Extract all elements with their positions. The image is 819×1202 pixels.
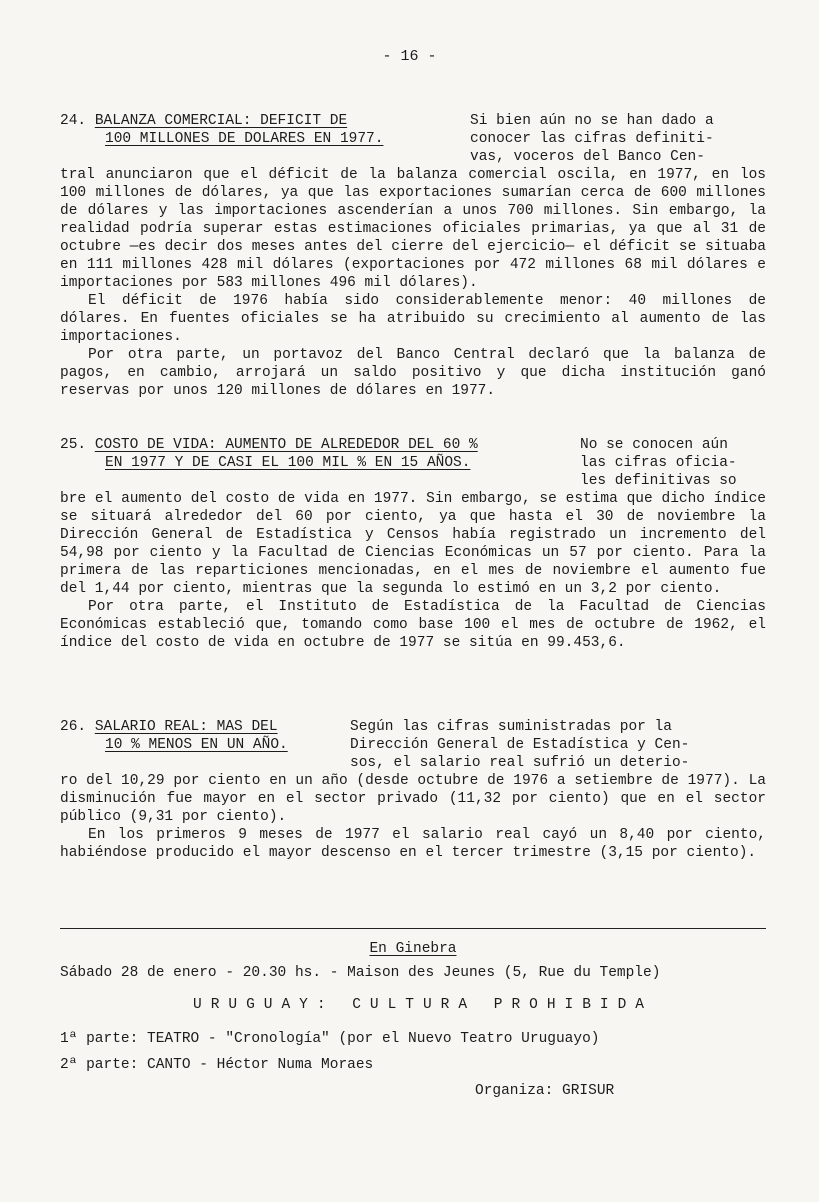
paragraph: En los primeros 9 meses de 1977 el salario real cayó un 8,40 por ciento, habiéndose producido el mayor descenso en el tercer trimestre (3,15 por ciento). bbox=[60, 827, 766, 861]
section-25-side-text bbox=[580, 436, 766, 490]
side-line: Dirección General de Estadística y Cen- bbox=[350, 737, 690, 753]
section-26-side-text bbox=[350, 718, 766, 772]
event-part-1 bbox=[60, 1026, 766, 1052]
page-number: - 16 - bbox=[382, 48, 437, 65]
ordinal: 2ª bbox=[60, 1057, 78, 1073]
side-line: las cifras oficia- bbox=[580, 455, 737, 471]
side-line: No se conocen aún bbox=[580, 437, 728, 453]
title-line: 100 MILLONES DE DOLARES EN 1977. bbox=[105, 131, 384, 147]
side-line: Según las cifras suministradas por la bbox=[350, 719, 672, 735]
section-24-side-text bbox=[470, 112, 766, 166]
event-part-2 bbox=[60, 1052, 766, 1078]
section-24 bbox=[60, 112, 766, 400]
section-25 bbox=[60, 436, 766, 652]
ordinal: 1ª bbox=[60, 1031, 78, 1047]
part-text: parte: TEATRO - "Cronología" (por el Nuevo Teatro Uruguayo) bbox=[86, 1031, 600, 1047]
part-text: parte: CANTO - Héctor Numa Moraes bbox=[86, 1057, 374, 1073]
section-number: 26. bbox=[60, 719, 87, 735]
event-place: En Ginebra bbox=[369, 941, 457, 957]
section-24-title bbox=[60, 112, 470, 166]
side-line: vas, voceros del Banco Cen- bbox=[470, 149, 705, 165]
paragraph: Por otra parte, un portavoz del Banco Central declaró que la balanza de pagos, en cambio, arrojará un saldo positivo y que dicha institución ganó reservas por unos 120 millones de dólares en 1977. bbox=[60, 347, 766, 399]
paragraph: bre el aumento del costo de vida en 1977. Sin embargo, se estima que dicho índice se situará alrededor del 60 por ciento, ya que hasta el 30 de noviembre la Dirección General de Estadística y Censos había registrado un incremento del 54,98 por ciento y la Facultad de Ciencias Económicas un 57 por ciento. Para la primera de las reparticiones mencionadas, en el mes de noviembre el aumento fue del 1,44 por ciento, mientras que la segunda lo estimó en un 3,2 por ciento. bbox=[60, 491, 766, 597]
title-line: COSTO DE VIDA: AUMENTO DE ALREDEDOR DEL 60 % bbox=[94, 437, 478, 453]
section-26 bbox=[60, 718, 766, 862]
event-notice bbox=[60, 938, 766, 1104]
paragraph: tral anunciaron que el déficit de la balanza comercial oscila, en 1977, en los 100 millones de dólares, ya que las exportaciones sumarían cerca de 600 millones de dólares y las importaciones ascenderían a unos 700 millones. Sin embargo, la realidad podría superar estas estimaciones oficiales primarias, ya que al 31 de octubre —es decir dos meses antes del cierre del ejercicio— el déficit se situaba en 111 millones 428 mil dólares (exportaciones por 472 millones 68 mil dólares e importaciones por 583 millones 496 mil dólares). bbox=[60, 167, 766, 291]
paragraph: ro del 10,29 por ciento en un año (desde octubre de 1976 a setiembre de 1977). La disminución fue mayor en el sector privado (11,32 por ciento) que en el sector público (9,31 por ciento). bbox=[60, 773, 766, 825]
event-organizer: Organiza: GRISUR bbox=[475, 1083, 615, 1099]
section-25-title bbox=[60, 436, 580, 490]
side-line: Si bien aún no se han dado a bbox=[470, 113, 714, 129]
side-line: les definitivas so bbox=[580, 473, 737, 489]
title-line: EN 1977 Y DE CASI EL 100 MIL % EN 15 AÑOS. bbox=[105, 455, 471, 471]
event-title: URUGUAY: CULTURA PROHIBIDA bbox=[193, 997, 653, 1013]
section-number: 24. bbox=[60, 113, 87, 129]
title-line: BALANZA COMERCIAL: DEFICIT DE bbox=[94, 113, 348, 129]
section-26-title bbox=[60, 718, 350, 772]
event-date-line: Sábado 28 de enero - 20.30 hs. - Maison des Jeunes (5, Rue du Temple) bbox=[60, 965, 661, 981]
title-line: 10 % MENOS EN UN AÑO. bbox=[105, 737, 288, 753]
title-line: SALARIO REAL: MAS DEL bbox=[94, 719, 278, 735]
divider-line bbox=[60, 928, 766, 929]
section-number: 25. bbox=[60, 437, 87, 453]
side-line: sos, el salario real sufrió un deterio- bbox=[350, 755, 690, 771]
section-26-body bbox=[60, 772, 766, 862]
paragraph: Por otra parte, el Instituto de Estadística de la Facultad de Ciencias Económicas estableció que, tomando como base 100 el mes de octubre de 1962, el índice del costo de vida en octubre de 1977 se sitúa en 99.453,6. bbox=[60, 599, 766, 651]
paragraph: El déficit de 1976 había sido considerablemente menor: 40 millones de dólares. En fuentes oficiales se ha atribuido su crecimiento al aumento de las importaciones. bbox=[60, 293, 766, 345]
section-24-body bbox=[60, 166, 766, 400]
section-25-body bbox=[60, 490, 766, 652]
side-line: conocer las cifras definiti- bbox=[470, 131, 714, 147]
